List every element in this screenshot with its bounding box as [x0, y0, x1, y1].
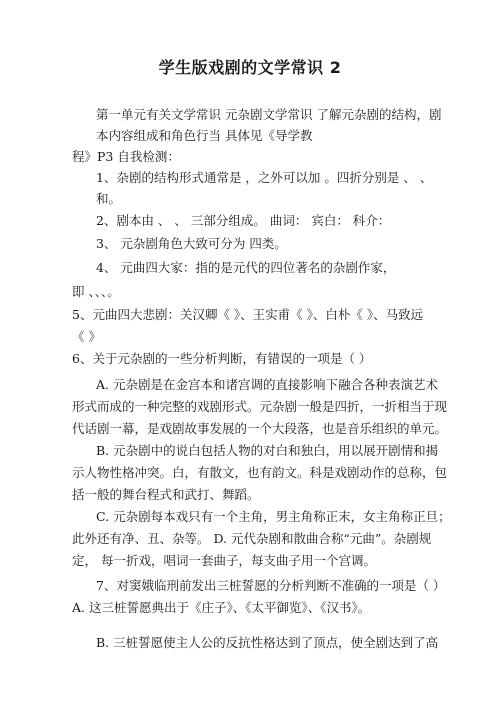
page-title: 学生版戏剧的文学常识 2	[158, 58, 342, 77]
text-line: 3、 元杂剧角色大致可分为 四类。	[96, 236, 287, 251]
text-line: 示人物性格冲突。白，有散文，也有韵文。科是戏剧动作的总称，包	[72, 465, 448, 480]
text-line: 形式而成的一种完整的戏剧形式。元杂剧一般是四折，一折相当于现	[72, 399, 448, 414]
text-line: B. 元杂剧中的说白包括人物的对白和独白，用以展开剧情和揭	[96, 443, 439, 458]
text-line: 本内容组成和角色行当 具体见《导学教	[96, 128, 313, 143]
text-line: 和。	[96, 191, 122, 206]
text-line: 《 》	[72, 329, 101, 344]
text-line: 即 、、、。	[72, 284, 120, 299]
text-line: 第一单元有关文学常识 元杂剧文学常识 了解元杂剧的结构，剧	[96, 107, 442, 122]
text-line: 程》P3 自我检测：	[72, 149, 180, 164]
text-line: 1、杂剧的结构形式通常是 ，之外可以加 。四折分别是 、 、	[96, 170, 433, 185]
text-line: B. 三桩誓愿使主人公的反抗性格达到了顶点，使全剧达到了高	[96, 635, 439, 650]
text-line: 此外还有净、丑、杂等。 D. 元代杂剧和散曲合称“元曲”。杂剧规	[72, 531, 432, 546]
text-line: 代话剧一幕，是戏剧故事发展的一个大段落，也是音乐组织的单元。	[72, 421, 448, 436]
text-line: 定， 每一折戏，唱词一套曲子，每支曲子用一个宫调。	[72, 553, 376, 568]
text-line: 5、元曲四大悲剧：关汉卿《 》、王实甫《 》、白朴《 》、马致远	[72, 307, 424, 322]
text-line: A. 这三桩誓愿典出于《庄子》、《太平御览》、《汉书》。	[72, 600, 371, 615]
text-line: C. 元杂剧每本戏只有一个主角，男主角称正末，女主角称正旦；	[96, 509, 451, 524]
text-line: 6、关于元杂剧的一些分析判断，有错误的一项是（ ）	[72, 351, 372, 366]
text-line: A. 元杂剧是在金宫本和诸宫调的直接影响下融合各种表演艺术	[96, 377, 438, 392]
text-line: 7、对窦娥临刑前发出三桩誓愿的分析判断不准确的一项是（ ）	[96, 578, 446, 593]
text-line: 2、剧本由 、 、 三部分组成。 曲词： 宾白： 科介：	[96, 213, 391, 228]
text-line: 括一般的舞台程式和武打、舞蹈。	[72, 487, 260, 502]
text-line: 4、 元曲四大家：指的是元代的四位著名的杂剧作家，	[96, 260, 396, 275]
